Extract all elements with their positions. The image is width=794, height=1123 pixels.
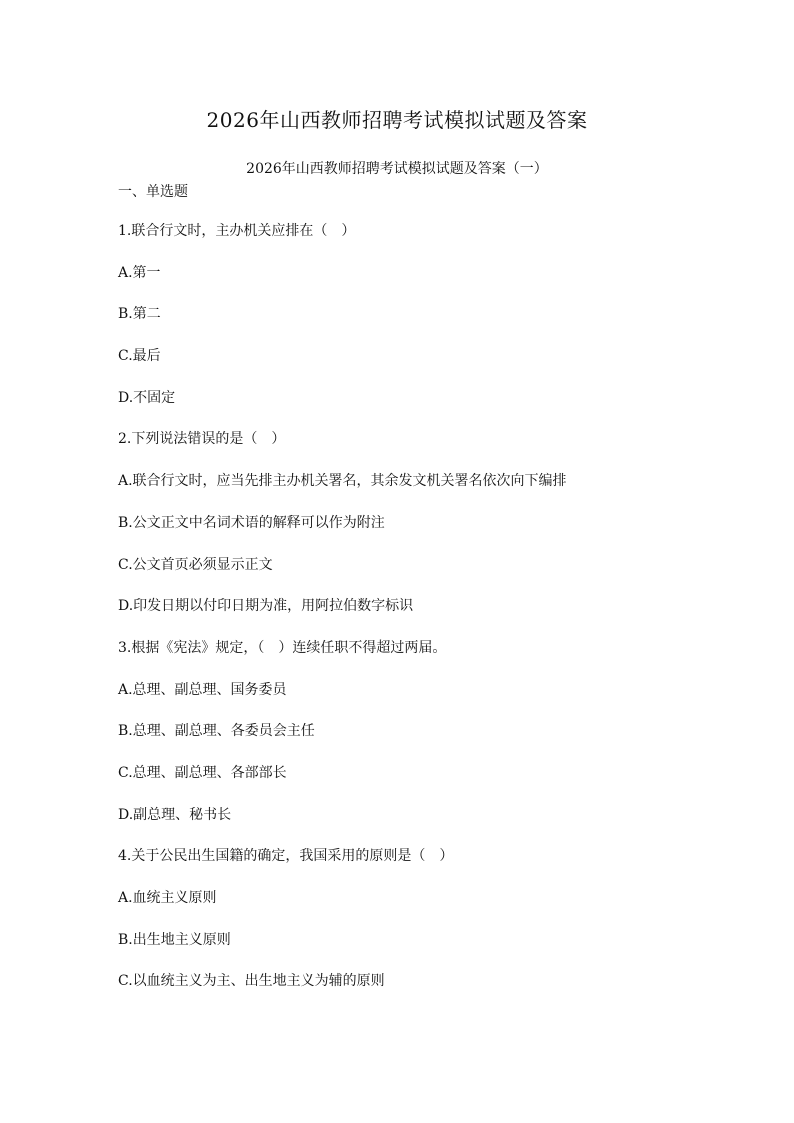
question-list [118, 221, 718, 1013]
question-4-option-c: C.以血统主义为主、出生地主义为辅的原则 [118, 973, 385, 990]
question-3-option-c: C.总理、副总理、各部部长 [118, 764, 287, 781]
question-4-option-a: A.血统主义原则 [118, 890, 217, 906]
question-3-option-b: B.总理、副总理、各委员会主任 [118, 723, 315, 740]
question-2-option-b: B.公文正文中名词术语的解释可以作为附注 [118, 514, 385, 531]
question-3-stem: 3.根据《宪法》规定，（ ）连续任职不得超过两届。 [118, 639, 447, 656]
question-3-option-a: A.总理、副总理、国务委员 [118, 681, 287, 698]
question-2-stem: 2.下列说法错误的是（ ） [118, 431, 286, 448]
document-subtitle: 2026年山西教师招聘考试模拟试题及答案（一） [246, 161, 548, 177]
document-title: 2026年山西教师招聘考试模拟试题及答案 [206, 108, 588, 132]
question-4-stem: 4.关于公民出生国籍的确定，我国采用的原则是（ ） [118, 848, 454, 865]
question-3-option-d: D.副总理、秘书长 [118, 806, 232, 823]
question-1-stem: 1.联合行文时，主办机关应排在（ ） [118, 223, 356, 239]
question-2-option-d: D.印发日期以付印日期为准，用阿拉伯数字标识 [118, 598, 414, 615]
question-2-option-a: A.联合行文时，应当先排主办机关署名，其余发文机关署名依次向下编排 [118, 473, 567, 490]
question-1-option-d: D.不固定 [118, 389, 176, 406]
question-1-option-b: B.第二 [118, 306, 161, 323]
question-1-option-c: C.最后 [118, 348, 161, 365]
question-4-option-b: B.出生地主义原则 [118, 931, 231, 948]
question-1-option-a: A.第一 [118, 264, 161, 281]
question-2-option-c: C.公文首页必须显示正文 [118, 556, 273, 573]
section-heading: 一、单选题 [118, 184, 188, 200]
